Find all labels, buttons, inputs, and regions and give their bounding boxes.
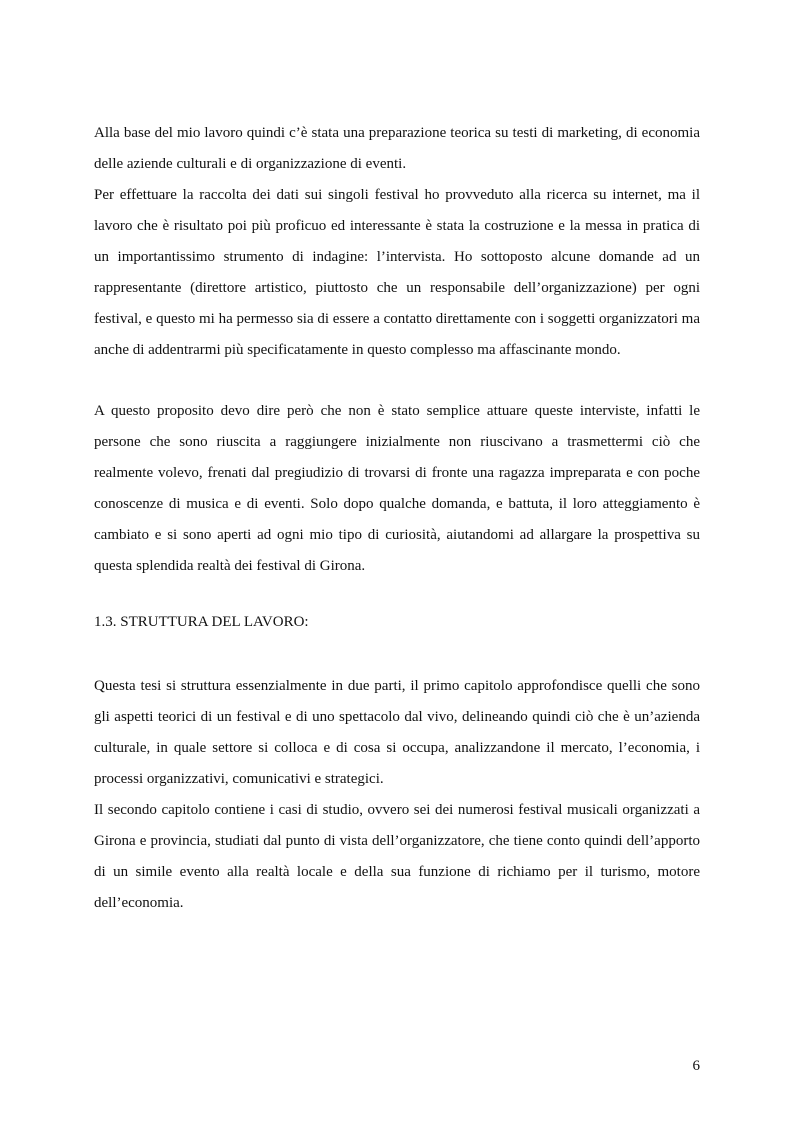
section-heading-work-structure: 1.3. STRUTTURA DEL LAVORO:	[94, 614, 309, 630]
paragraph-thesis-structure: Questa tesi si struttura essenzialmente in due parti, il primo capitolo approfondisce quelli che sono gli aspetti teorici di un festival e di uno spettacolo dal vivo, delineando quindi ciò che è un’azienda culturale, in quale settore si colloca e di cosa si occupa, analizzandone il mercato, l’economia, i processi organizzativi, comunicativi e strategici.	[94, 678, 700, 787]
page-number: 6	[692, 1058, 700, 1074]
paragraph-methodology-basis: Alla base del mio lavoro quindi c’è stata una preparazione teorica su testi di marketing, di economia delle aziende culturali e di organizzazione di eventi.	[94, 125, 700, 172]
paragraph-interview-experience: A questo proposito devo dire però che non è stato semplice attuare queste interviste, infatti le persone che sono riuscita a raggiungere inizialmente non riuscivano a trasmettermi ciò che realmente volevo, frenati dal pregiudizio di trovarsi di fronte una ragazza impreparata e con poche conoscenze di musica e di eventi. Solo dopo qualche domanda, e battuta, il loro atteggiamento è cambiato e si sono aperti ad ogni mio tipo di curiosità, aiutandomi ad allargare la prospettiva su questa splendida realtà dei festival di Girona.	[94, 403, 700, 574]
paragraph-case-studies: Il secondo capitolo contiene i casi di studio, ovvero sei dei numerosi festival musicali organizzati a Girona e provincia, studiati dal punto di vista dell’organizzatore, che tiene conto quindi dell’apporto di un simile evento alla realtà locale e della sua funzione di richiamo per il turismo, motore dell’economia.	[94, 802, 700, 911]
paragraph-data-collection: Per effettuare la raccolta dei dati sui singoli festival ho provveduto alla ricerca su internet, ma il lavoro che è risultato poi più proficuo ed interessante è stata la costruzione e la messa in pratica di un importantissimo strumento di indagine: l’intervista. Ho sottoposto alcune domande ad un rappresentante (direttore artistico, piuttosto che un responsabile dell’organizzazione) per ogni festival, e questo mi ha permesso sia di essere a contatto direttamente con i soggetti organizzatori ma anche di addentrarmi più specificatamente in questo complesso ma affascinante mondo.	[94, 187, 700, 358]
